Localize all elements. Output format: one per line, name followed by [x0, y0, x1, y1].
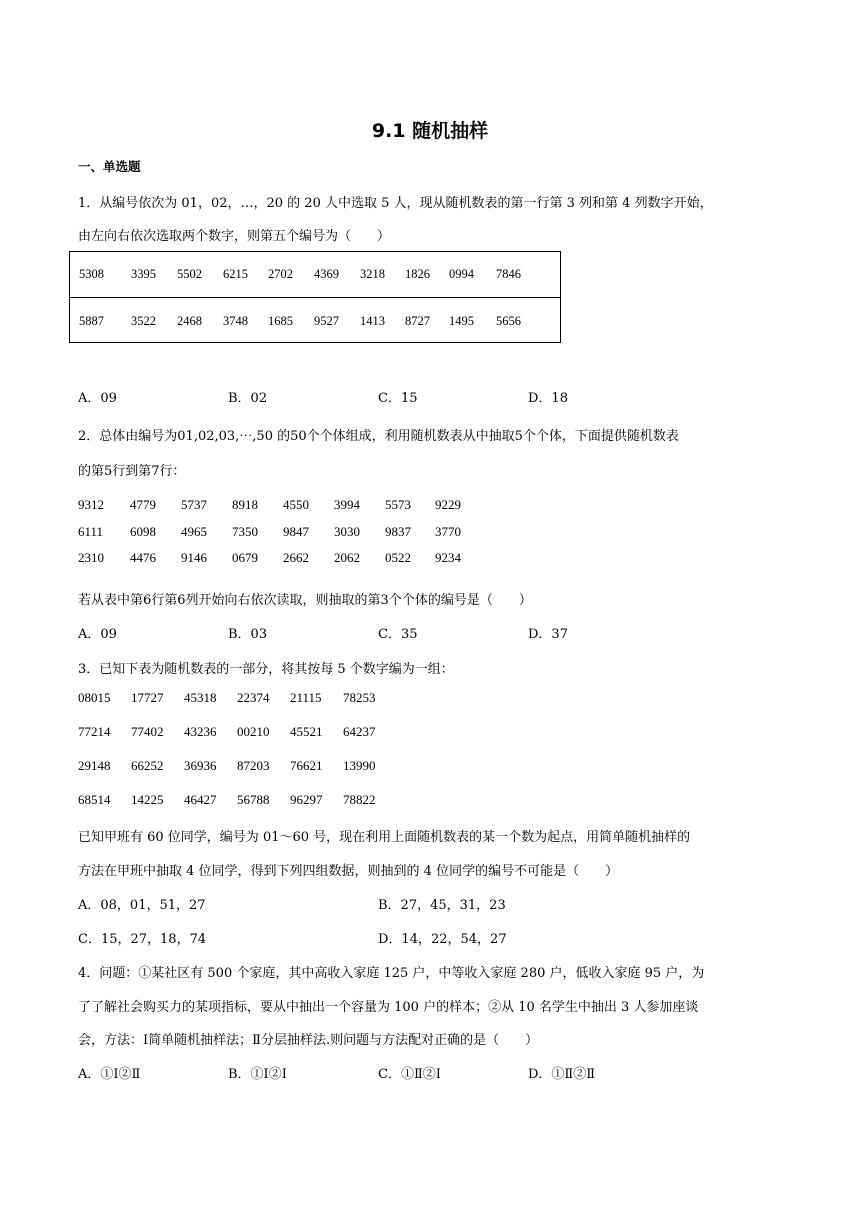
table-cell: 0994: [449, 267, 474, 281]
table-cell: 3994: [334, 497, 360, 512]
table-cell: 1685: [268, 314, 293, 328]
table-cell: 4369: [314, 267, 339, 281]
table-cell: 78253: [343, 690, 376, 705]
table-cell: 6215: [223, 267, 248, 281]
q3-random-number-rows: [78, 690, 398, 810]
table-cell: 8727: [405, 314, 430, 328]
table-cell: 4779: [130, 497, 156, 512]
table-cell: 7846: [496, 267, 521, 281]
table-cell: 9527: [314, 314, 339, 328]
section-heading: 一、单选题: [78, 159, 141, 174]
table-cell: 00210: [237, 724, 270, 739]
table-cell: 2468: [177, 314, 202, 328]
q1-stem-line2: 由左向右依次选取两个数字，则第五个编号为（ ）: [78, 229, 391, 244]
table-cell: 1826: [405, 267, 430, 281]
table-cell: 5737: [181, 497, 207, 512]
table-cell: 43236: [184, 724, 217, 739]
table-cell: 77214: [78, 724, 111, 739]
table-cell: 4965: [181, 524, 207, 539]
table-cell: 1495: [449, 314, 474, 328]
q4-option-d: D．①Ⅱ②Ⅱ: [528, 1067, 596, 1082]
table-cell: 21115: [290, 690, 322, 705]
table-cell: 9234: [435, 550, 461, 565]
table-cell: 9146: [181, 550, 207, 565]
table-cell: 9312: [78, 497, 104, 512]
table-cell: 5887: [79, 314, 104, 328]
table-cell: 3522: [131, 314, 156, 328]
table-cell: 68514: [78, 792, 111, 807]
table-cell: 13990: [343, 758, 376, 773]
table-cell: 87203: [237, 758, 270, 773]
q4-option-b: B．①Ⅰ②Ⅰ: [228, 1067, 287, 1082]
table-cell: 2310: [78, 550, 104, 565]
table-cell: 64237: [343, 724, 376, 739]
q3-option-b: B．27，45，31，23: [378, 898, 506, 913]
q4-option-c: C．①Ⅱ②Ⅰ: [378, 1067, 441, 1082]
q3-option-d: D．14，22，54，27: [378, 932, 507, 947]
table-cell: 9847: [283, 524, 309, 539]
q1-option-a: A．09: [78, 391, 117, 406]
table-cell: 1413: [360, 314, 385, 328]
table-cell: 0679: [232, 550, 258, 565]
table-cell: 46427: [184, 792, 217, 807]
q4-option-a: A．①Ⅰ②Ⅱ: [78, 1067, 141, 1082]
table-cell: 5656: [496, 314, 521, 328]
table-cell: 4550: [283, 497, 309, 512]
table-cell: 14225: [131, 792, 164, 807]
table-cell: 0522: [385, 550, 411, 565]
table-cell: 3030: [334, 524, 360, 539]
table-cell: 76621: [290, 758, 323, 773]
table-cell: 7350: [232, 524, 258, 539]
q1-random-number-table: [69, 251, 561, 343]
table-cell: 2662: [283, 550, 309, 565]
table-cell: 5308: [79, 267, 104, 281]
table-cell: 3770: [435, 524, 461, 539]
q1-option-d: D．18: [528, 391, 568, 406]
q2-option-a: A．09: [78, 627, 117, 642]
table-cell: 36936: [184, 758, 217, 773]
table-cell: 22374: [237, 690, 270, 705]
table-cell: 56788: [237, 792, 270, 807]
table-cell: 4476: [130, 550, 156, 565]
table-cell: 9837: [385, 524, 411, 539]
q3-stem-line3: 方法在甲班中抽取 4 位同学，得到下列四组数据，则抽到的 4 位同学的编号不可能是（ ）: [78, 864, 619, 879]
q1-stem-line1: 1．从编号依次为 01，02，…，20 的 20 人中选取 5 人，现从随机数表的第一行第 3 列和第 4 列数字开始，: [78, 196, 713, 211]
table-cell: 08015: [78, 690, 111, 705]
table-cell: 45318: [184, 690, 217, 705]
page-title: 9.1 随机抽样: [371, 120, 489, 142]
q4-stem-line2: 了了解社会购买力的某项指标，要从中抽出一个容量为 100 户的样本；②从 10 名学生中抽出 3 人参加座谈: [78, 1000, 699, 1015]
table-cell: 66252: [131, 758, 164, 773]
table-cell: 3218: [360, 267, 385, 281]
table-cell: 17727: [131, 690, 164, 705]
table-cell: 2062: [334, 550, 360, 565]
q2-question: 若从表中第6行第6列开始向右依次读取，则抽取的第3个个体的编号是（ ）: [78, 593, 532, 608]
table-cell: 78822: [343, 792, 376, 807]
q3-stem-line2: 已知甲班有 60 位同学，编号为 01～60 号，现在利用上面随机数表的某一个数为起点，用简单随机抽样的: [78, 830, 691, 845]
table-cell: 8918: [232, 497, 258, 512]
table-divider: [70, 297, 560, 298]
table-cell: 2702: [268, 267, 293, 281]
q2-random-number-rows: [78, 497, 498, 577]
q2-option-b: B．03: [228, 627, 268, 642]
table-cell: 45521: [290, 724, 323, 739]
table-cell: 6111: [78, 524, 104, 539]
q3-option-c: C．15，27，18，74: [78, 932, 207, 947]
q2-option-d: D．37: [528, 627, 568, 642]
table-cell: 9229: [435, 497, 461, 512]
table-cell: 96297: [290, 792, 323, 807]
q4-stem-line3: 会，方法：Ⅰ简单随机抽样法；Ⅱ分层抽样法.则问题与方法配对正确的是（ ）: [78, 1033, 539, 1048]
table-cell: 5573: [385, 497, 411, 512]
q1-option-b: B．02: [228, 391, 268, 406]
q2-stem-line1: 2．总体由编号为01,02,03,⋯,50 的50个个体组成，利用随机数表从中抽取5个个体，下面提供随机数表: [78, 429, 679, 444]
table-cell: 6098: [130, 524, 156, 539]
table-cell: 29148: [78, 758, 111, 773]
table-cell: 3395: [131, 267, 156, 281]
q4-stem-line1: 4．问题：①某社区有 500 个家庭，其中高收入家庭 125 户，中等收入家庭 280 户，低收入家庭 95 户，为: [78, 966, 705, 981]
q2-stem-line2: 的第5行到第7行：: [78, 464, 186, 479]
q2-option-c: C．35: [378, 627, 418, 642]
q1-option-c: C．15: [378, 391, 418, 406]
q3-stem-line1: 3．已知下表为随机数表的一部分，将其按每 5 个数字编为一组：: [78, 662, 454, 677]
q3-option-a: A．08，01，51，27: [78, 898, 206, 913]
table-cell: 5502: [177, 267, 202, 281]
table-cell: 3748: [223, 314, 248, 328]
table-cell: 77402: [131, 724, 164, 739]
